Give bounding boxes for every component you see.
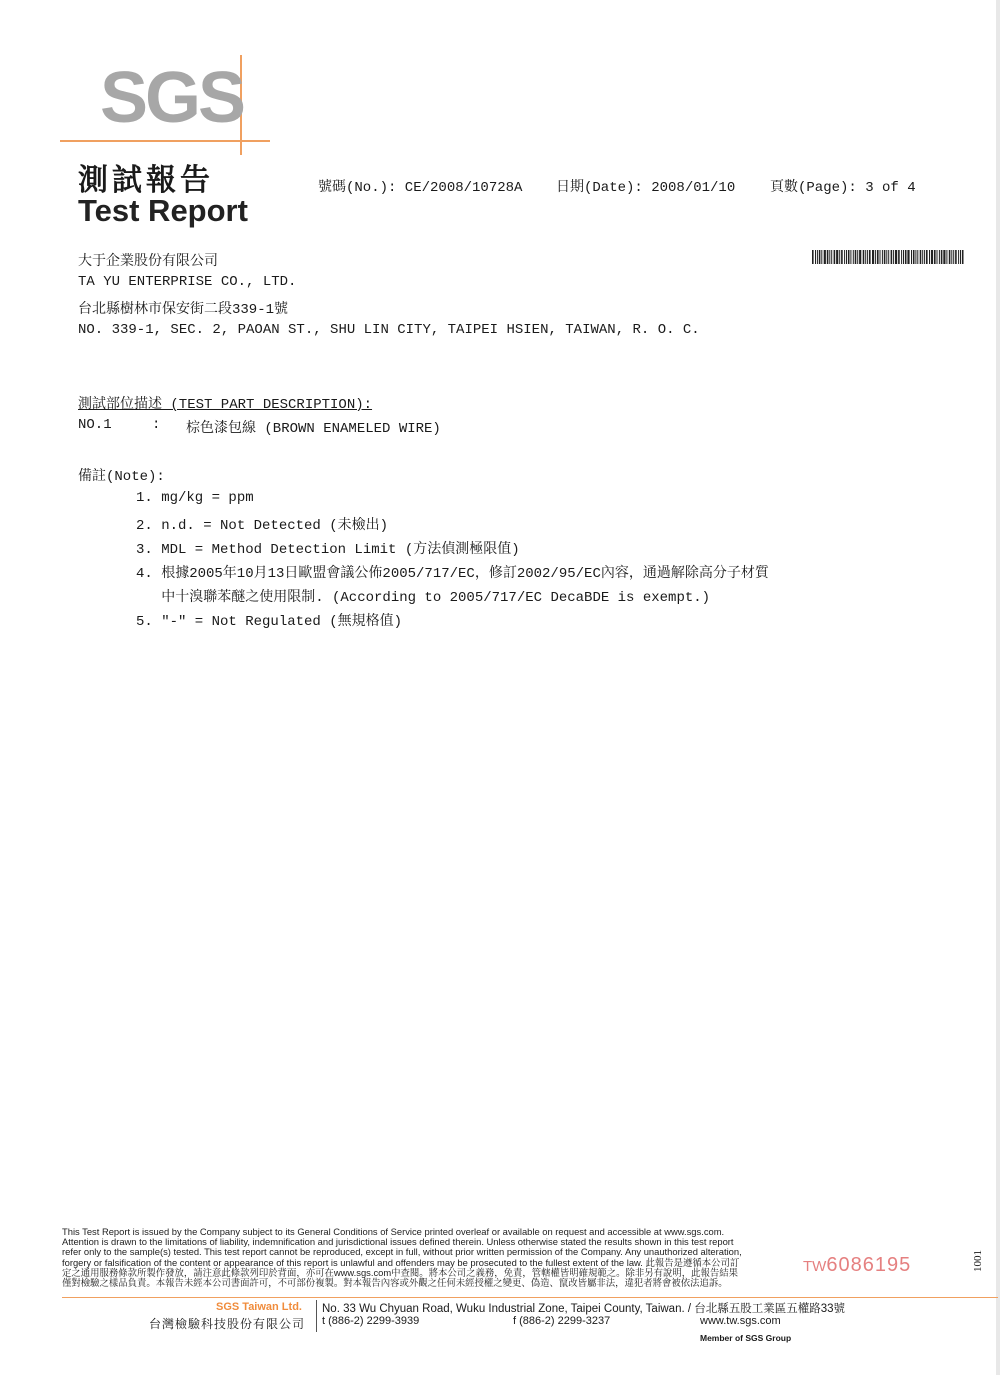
barcode-bar <box>955 250 957 264</box>
barcode-bar <box>884 250 886 264</box>
barcode-bar <box>886 250 887 264</box>
barcode-bar <box>960 250 961 264</box>
barcode-bar <box>946 250 947 264</box>
note-item: 1. mg/kg = ppm <box>136 490 254 506</box>
barcode-bar <box>920 250 922 264</box>
footer-divider <box>316 1300 317 1332</box>
barcode-bar <box>817 250 818 264</box>
barcode-bar <box>848 250 850 264</box>
barcode-bar <box>941 250 943 264</box>
serial-digits: 6086195 <box>826 1254 912 1276</box>
barcode-bar <box>953 250 954 264</box>
barcode-bar <box>880 250 881 264</box>
barcode-bar <box>922 250 923 264</box>
barcode-bar <box>891 250 893 264</box>
sgs-website-link[interactable]: www.tw.sgs.com <box>700 1315 781 1327</box>
barcode-bar <box>855 250 857 264</box>
report-date: 日期(Date): 2008/01/10 <box>556 180 736 196</box>
barcode-bar <box>863 250 865 264</box>
disclaimer-line: This Test Report is issued by the Company subject to its General Conditions of Service printed overleaf or available on request and accessible at www.sgs.com. <box>62 1226 725 1237</box>
barcode <box>812 250 964 264</box>
barcode-bar <box>867 250 868 264</box>
legal-disclaimer <box>62 1227 778 1288</box>
barcode-bar <box>865 250 866 264</box>
barcode-bar <box>898 250 900 264</box>
barcode-bar <box>819 250 821 264</box>
barcode-bar <box>929 250 930 264</box>
barcode-bar <box>931 250 933 264</box>
sgs-address: No. 33 Wu Chyuan Road, Wuku Industrial Zone, Taipei County, Taiwan. / 台北縣五股工業區五權路33號 <box>322 1303 846 1315</box>
note-item-continued: 中十溴聯苯醚之使用限制. (According to 2005/717/EC DecaBDE is exempt.) <box>136 590 711 606</box>
client-name-english: TA YU ENTERPRISE CO., LTD. <box>78 274 297 290</box>
barcode-bar <box>824 250 826 264</box>
barcode-bar <box>829 250 830 264</box>
barcode-bar <box>831 250 832 264</box>
barcode-bar <box>901 250 902 264</box>
serial-prefix: TW <box>803 1258 827 1275</box>
barcode-bar <box>857 250 858 264</box>
barcode-bar <box>934 250 936 264</box>
side-form-code: 1001 <box>972 1250 984 1272</box>
barcode-bar <box>939 250 940 264</box>
report-title-chinese: 測試報告 <box>78 163 214 198</box>
barcode-bar <box>915 250 916 264</box>
client-address-english: NO. 339-1, SEC. 2, PAOAN ST., SHU LIN CITY, TAIPEI HSIEN, TAIWAN, R. O. C. <box>78 322 700 338</box>
barcode-bar <box>844 250 845 264</box>
barcode-bar <box>812 250 814 264</box>
barcode-bar <box>913 250 915 264</box>
barcode-bar <box>951 250 952 264</box>
barcode-bar <box>943 250 945 264</box>
note-item: 4. 根據2005年10月13日歐盟會議公佈2005/717/EC，修訂2002/95/EC內容，通過解除高分子材質 <box>136 566 769 582</box>
disclaimer-line: 僅對檢驗之樣品負責。本報告未經本公司書面許可，不可部份複製。對本報告內容或外觀之任何未經授權之變更、偽造、竄改皆屬非法，違犯者將會被依法追訴。 <box>62 1277 728 1289</box>
barcode-bar <box>853 250 854 264</box>
barcode-bar <box>937 250 938 264</box>
barcode-bar <box>962 250 964 264</box>
notes-heading: 備註(Note): <box>78 469 165 485</box>
barcode-bar <box>895 250 897 264</box>
barcode-bar <box>850 250 851 264</box>
test-part-number: NO.1 <box>78 417 112 433</box>
sgs-group-membership: Member of SGS Group <box>700 1333 792 1343</box>
footer-rule <box>62 1297 998 1298</box>
barcode-bar <box>827 250 829 264</box>
disclaimer-line: Attention is drawn to the limitations of liability, indemnification and jurisdictional issues defined therein. Unless otherwise stated the results shown in this test report <box>62 1236 734 1248</box>
sgs-taiwan-name-chinese: 台灣檢驗科技股份有限公司 <box>149 1317 306 1331</box>
barcode-bar <box>815 250 816 264</box>
barcode-bar <box>841 250 843 264</box>
barcode-bar <box>924 250 925 264</box>
disclaimer-line: 定之通用服務條款所製作發放，請注意此條款列印於背面，亦可在www.sgs.com中查閱。將本公司之義務，免責，管轄權皆明確規範之。除非另有說明，此報告結果 <box>62 1266 739 1278</box>
note-item: 5. "-" = Not Regulated (無規格值) <box>136 614 403 630</box>
barcode-bar <box>958 250 959 264</box>
barcode-bar <box>926 250 928 264</box>
barcode-bar <box>869 250 871 264</box>
logo-rule-horizontal <box>60 140 270 142</box>
sgs-phone: t (886-2) 2299-3939 <box>322 1315 420 1327</box>
note-item: 2. n.d. = Not Detected (未檢出) <box>136 518 389 534</box>
barcode-bar <box>949 250 951 264</box>
test-part-separator: : <box>152 417 161 433</box>
serial-number <box>803 1254 911 1277</box>
barcode-bar <box>893 250 894 264</box>
disclaimer-line: forgery or falsification of the content or appearance of this report is unlawful and offenders may be prosecuted to the fullest extent of the law. 此報告是遵循本公司訂 <box>62 1256 740 1268</box>
barcode-bar <box>911 250 912 264</box>
barcode-bar <box>875 250 876 264</box>
report-number: 號碼(No.): CE/2008/10728A <box>318 180 523 196</box>
page-number: 頁數(Page): 3 of 4 <box>770 180 916 196</box>
report-title-english: Test Report <box>78 193 248 228</box>
barcode-bar <box>872 250 874 264</box>
barcode-bar <box>917 250 918 264</box>
barcode-bar <box>859 250 861 264</box>
sgs-fax: f (886-2) 2299-3237 <box>513 1315 611 1327</box>
barcode-bar <box>834 250 836 264</box>
barcode-bar <box>907 250 909 264</box>
barcode-bar <box>905 250 907 264</box>
client-address-chinese: 台北縣樹林市保安街二段339-1號 <box>78 302 289 318</box>
test-part-description: 棕色漆包線 (BROWN ENAMELED WIRE) <box>186 421 441 437</box>
barcode-bar <box>888 250 889 264</box>
barcode-bar <box>877 250 879 264</box>
disclaimer-line: refer only to the sample(s) tested. This test report cannot be reproduced, except in full, without prior written permission of the Company. Any unauthorized alteration, <box>62 1246 742 1258</box>
barcode-bar <box>839 250 840 264</box>
note-item: 3. MDL = Method Detection Limit (方法偵測極限值) <box>136 542 520 558</box>
sgs-logo: SGS <box>100 58 244 138</box>
barcode-bar <box>882 250 883 264</box>
page-edge <box>996 0 1000 1375</box>
sgs-taiwan-name: SGS Taiwan Ltd. <box>216 1301 302 1313</box>
barcode-bar <box>836 250 838 264</box>
test-part-heading: 測試部位描述 (TEST PART DESCRIPTION): <box>78 397 373 413</box>
barcode-bar <box>903 250 904 264</box>
barcode-bar <box>821 250 822 264</box>
barcode-bar <box>846 250 847 264</box>
client-name-chinese: 大于企業股份有限公司 <box>78 254 218 270</box>
